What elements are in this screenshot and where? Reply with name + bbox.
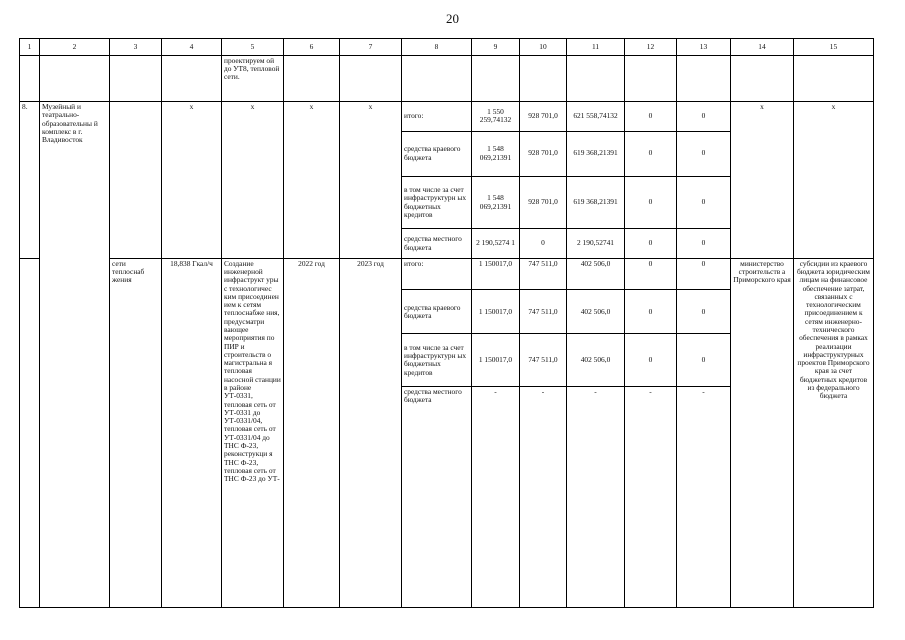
table-cell bbox=[794, 55, 874, 101]
value-cell: 0 bbox=[625, 102, 677, 131]
header-cell: 8 bbox=[402, 39, 472, 56]
value-cell: 1 548 069,21391 bbox=[472, 176, 520, 229]
end-year: 2023 год bbox=[340, 258, 402, 607]
header-cell: 7 bbox=[340, 39, 402, 56]
table-cell bbox=[472, 55, 520, 101]
value-cell: 928 701,0 bbox=[520, 102, 567, 131]
table-cell: х bbox=[162, 102, 222, 259]
value-cell: 402 506,0 bbox=[567, 258, 625, 290]
header-cell: 15 bbox=[794, 39, 874, 56]
source-label: средства местного бюджета bbox=[402, 387, 472, 608]
header-cell: 12 bbox=[625, 39, 677, 56]
value-cell: 747 511,0 bbox=[520, 258, 567, 290]
funding-form: субсидии из краевого бюджета юридическим лицам на финансовое обеспечение затрат, связанных с технологическим присоединением к сетям инженерно-технического обеспечения в рамках реализации инфраструктурных проектов Приморского края за счет бюджетных кредитов из федерального бюджета bbox=[794, 258, 874, 607]
subobject-name: сети теплоснаб жения bbox=[110, 258, 162, 607]
value-cell: - bbox=[472, 387, 520, 608]
value-cell: 1 150017,0 bbox=[472, 290, 520, 334]
header-cell: 11 bbox=[567, 39, 625, 56]
source-label: итого: bbox=[402, 258, 472, 290]
table-cell bbox=[402, 55, 472, 101]
value-cell: 0 bbox=[677, 290, 731, 334]
value-cell: 0 bbox=[625, 176, 677, 229]
value-cell: 0 bbox=[625, 290, 677, 334]
table-cell bbox=[567, 55, 625, 101]
table-cell: х bbox=[222, 102, 284, 259]
table-cell: х bbox=[794, 102, 874, 259]
value-cell: 402 506,0 bbox=[567, 290, 625, 334]
value-cell: 0 bbox=[677, 131, 731, 176]
table-cell bbox=[162, 55, 222, 101]
header-cell: 9 bbox=[472, 39, 520, 56]
value-cell: 928 701,0 bbox=[520, 176, 567, 229]
table-cell bbox=[20, 55, 40, 101]
value-cell: 0 bbox=[677, 176, 731, 229]
table-cell bbox=[40, 55, 110, 101]
value-cell: 0 bbox=[625, 229, 677, 258]
value-cell: 1 150017,0 bbox=[472, 334, 520, 387]
value-cell: 619 368,21391 bbox=[567, 131, 625, 176]
source-label: средства местного бюджета bbox=[402, 229, 472, 258]
table-cell bbox=[520, 55, 567, 101]
table-row bbox=[20, 258, 874, 290]
start-year: 2022 год bbox=[284, 258, 340, 607]
value-cell: 619 368,21391 bbox=[567, 176, 625, 229]
value-cell: - bbox=[677, 387, 731, 608]
value-cell: 2 190,5274 1 bbox=[472, 229, 520, 258]
source-label: средства краевого бюджета bbox=[402, 131, 472, 176]
table-cell bbox=[110, 55, 162, 101]
header-cell: 1 bbox=[20, 39, 40, 56]
value-cell: 0 bbox=[625, 258, 677, 290]
object-name: Музейный и театрально-образовательны й комплекс в г. Владивосток bbox=[40, 102, 110, 608]
table-cell: х bbox=[731, 102, 794, 259]
value-cell: 0 bbox=[677, 334, 731, 387]
header-row bbox=[20, 39, 874, 56]
source-label: средства краевого бюджета bbox=[402, 290, 472, 334]
value-cell: 1 150017,0 bbox=[472, 258, 520, 290]
page-number: 20 bbox=[446, 11, 459, 26]
value-cell: 0 bbox=[677, 258, 731, 290]
table-cell bbox=[625, 55, 677, 101]
value-cell: 402 506,0 bbox=[567, 334, 625, 387]
value-cell: 747 511,0 bbox=[520, 290, 567, 334]
value-cell: - bbox=[567, 387, 625, 608]
value-cell: - bbox=[625, 387, 677, 608]
table-cell bbox=[110, 102, 162, 259]
header-cell: 14 bbox=[731, 39, 794, 56]
header-cell: 4 bbox=[162, 39, 222, 56]
budget-table bbox=[19, 38, 874, 608]
header-cell: 10 bbox=[520, 39, 567, 56]
value-cell: 928 701,0 bbox=[520, 131, 567, 176]
table-cell bbox=[20, 258, 40, 607]
value-cell: 2 190,52741 bbox=[567, 229, 625, 258]
description-cell: Создание инженерной инфраструкт уры с технологичес ким присоединен ием к сетям теплоснабже ния, предусматри вающее мероприятия по ПИР и строительств о магистральна я тепловая насосной станции в районе УТ-0331, тепловая сеть от УТ-0331 до УТ-0331/04, тепловая сеть от УТ-0331/04 до ТНС Ф-23, реконструкци я ТНС Ф-23, тепловая сеть от ТНС Ф-23 до УТ- bbox=[222, 258, 284, 607]
value-cell: 0 bbox=[677, 102, 731, 131]
value-cell: - bbox=[520, 387, 567, 608]
table-cell bbox=[731, 55, 794, 101]
table-cell: х bbox=[284, 102, 340, 259]
value-cell: 621 558,74132 bbox=[567, 102, 625, 131]
value-cell: 1 550 259,74132 bbox=[472, 102, 520, 131]
value-cell: 747 511,0 bbox=[520, 334, 567, 387]
header-cell: 6 bbox=[284, 39, 340, 56]
value-cell: 0 bbox=[625, 131, 677, 176]
header-cell: 13 bbox=[677, 39, 731, 56]
value-cell: 0 bbox=[520, 229, 567, 258]
table-cell bbox=[677, 55, 731, 101]
source-label: итого: bbox=[402, 102, 472, 131]
header-cell: 2 bbox=[40, 39, 110, 56]
header-cell: 5 bbox=[222, 39, 284, 56]
value-cell: 0 bbox=[625, 334, 677, 387]
table-row bbox=[20, 102, 874, 131]
row-number: 8. bbox=[20, 102, 40, 259]
value-cell: 1 548 069,21391 bbox=[472, 131, 520, 176]
value-cell: 0 bbox=[677, 229, 731, 258]
source-label: в том числе за счет инфраструктурн ых бюджетных кредитов bbox=[402, 176, 472, 229]
capacity-cell: 18,838 Гкал/ч bbox=[162, 258, 222, 607]
responsible-body: министерство строительств а Приморского края bbox=[731, 258, 794, 607]
table-cell bbox=[340, 55, 402, 101]
table-cell: проектируем ой до УТ8, тепловой сети. bbox=[222, 55, 284, 101]
source-label: в том числе за счет инфраструктурн ых бюджетных кредитов bbox=[402, 334, 472, 387]
table-cell: х bbox=[340, 102, 402, 259]
header-cell: 3 bbox=[110, 39, 162, 56]
table-cell bbox=[284, 55, 340, 101]
continuation-row bbox=[20, 55, 874, 101]
